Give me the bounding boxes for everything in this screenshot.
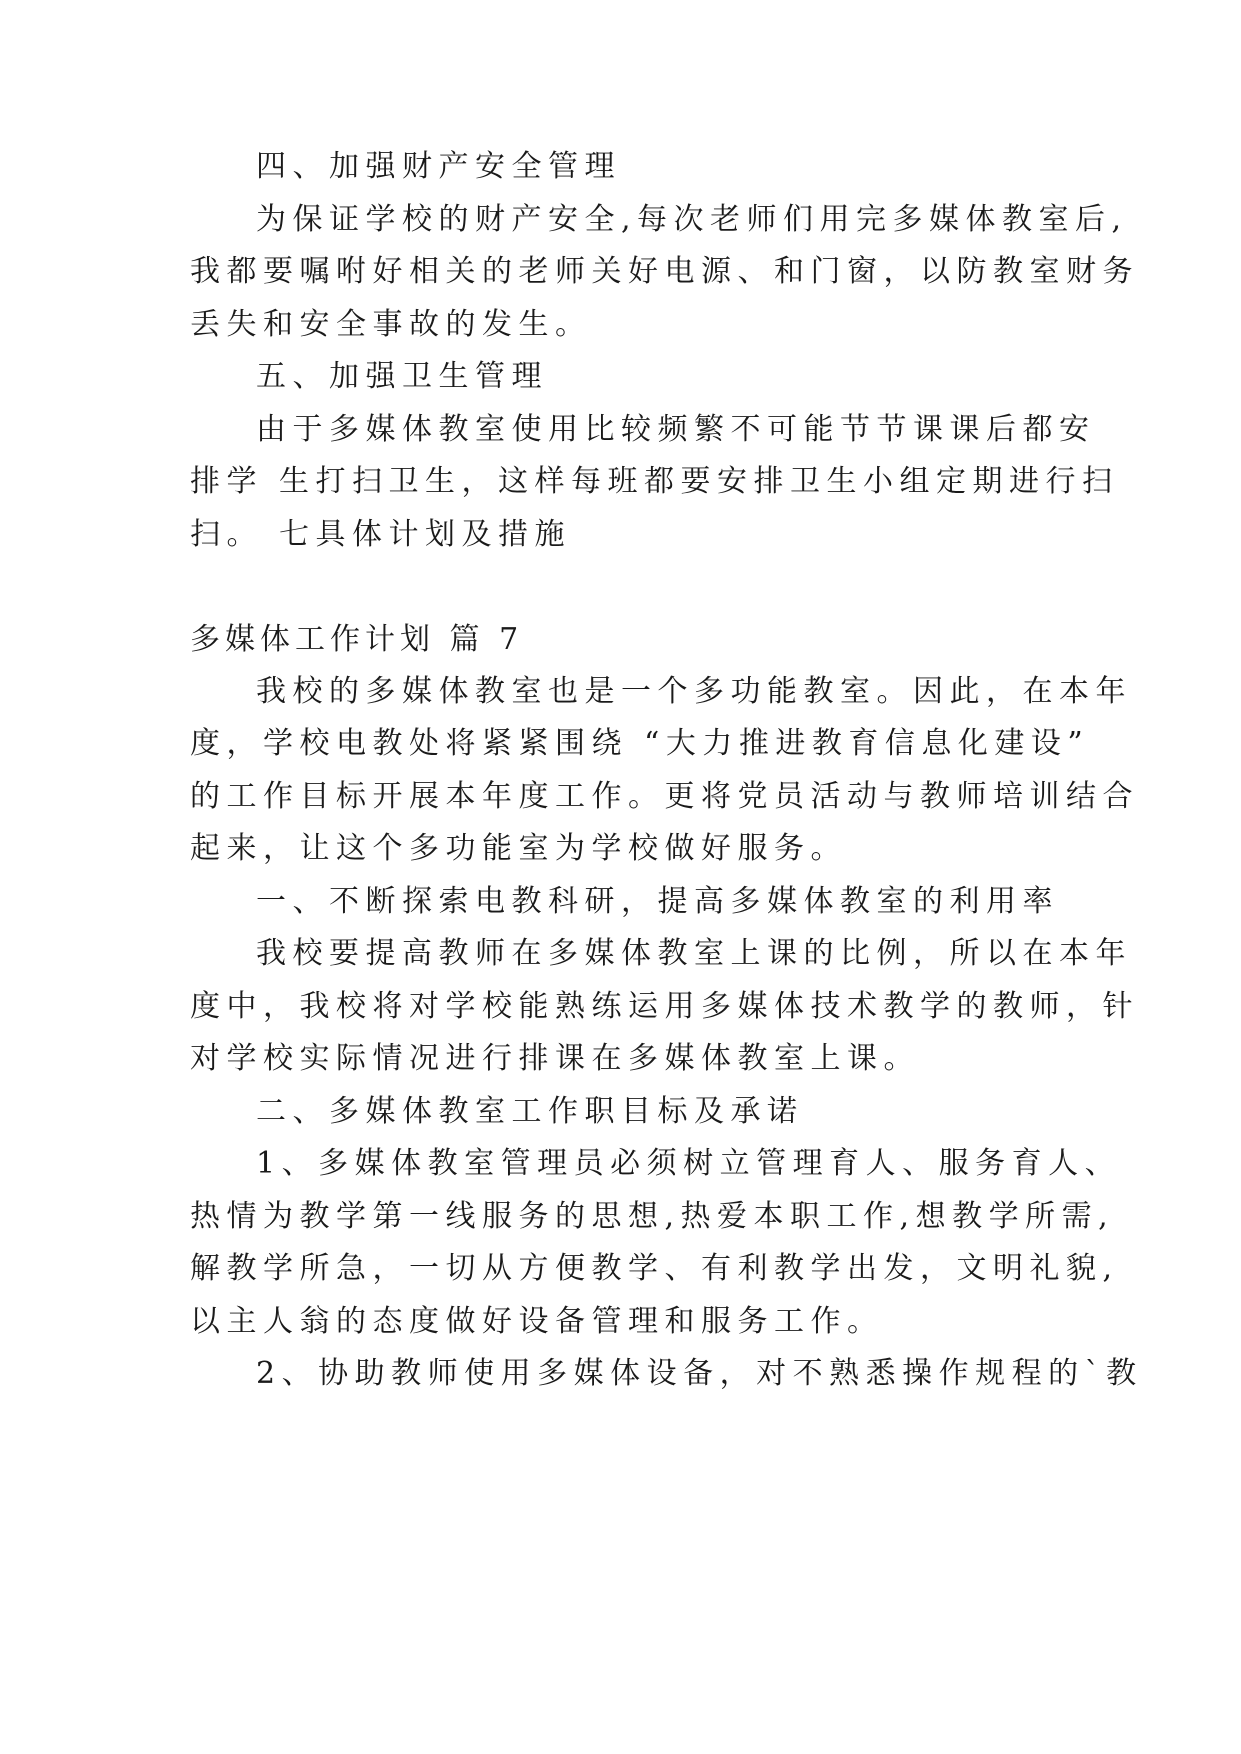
paragraph-line: 扫。 七具体计划及措施	[190, 517, 572, 552]
list-item-line: 以主人翁的态度做好设备管理和服务工作。	[190, 1304, 884, 1339]
paragraph-line: 度中，我校将对学校能熟练运用多媒体技术教学的教师，针	[190, 989, 1139, 1024]
paragraph-line: 我校要提高教师在多媒体教室上课的比例，所以在本年	[256, 936, 1132, 971]
list-item-line: 热情为教学第一线服务的思想,热爱本职工作,想教学所需,	[190, 1199, 1115, 1234]
paragraph-line: 起来，让这个多功能室为学校做好服务。	[190, 831, 847, 866]
paragraph-line: 的工作目标开展本年度工作。更将党员活动与教师培训结合	[190, 779, 1139, 814]
paragraph-line: 为保证学校的财产安全,每次老师们用完多媒体教室后,	[256, 202, 1128, 237]
heading-research: 一、不断探索电教科研，提高多媒体教室的利用率	[256, 884, 1059, 919]
heading-hygiene: 五、加强卫生管理	[256, 359, 548, 394]
section-title: 多媒体工作计划 篇 7	[190, 622, 524, 657]
list-item-line: 解教学所急，一切从方便教学、有利教学出发，文明礼貌,	[190, 1251, 1119, 1286]
list-item-line: 2、协助教师使用多媒体设备，对不熟悉操作规程的`教	[256, 1356, 1143, 1391]
heading-property-safety: 四、加强财产安全管理	[256, 149, 621, 184]
paragraph-line: 排学 生打扫卫生，这样每班都要安排卫生小组定期进行扫	[190, 464, 1119, 499]
heading-goals: 二、多媒体教室工作职目标及承诺	[256, 1094, 804, 1129]
paragraph-line: 对学校实际情况进行排课在多媒体教室上课。	[190, 1041, 920, 1076]
paragraph-line: 丢失和安全事故的发生。	[190, 307, 592, 342]
paragraph-line: 由于多媒体教室使用比较频繁不可能节节课课后都安	[256, 412, 1096, 447]
list-item-line: 1、多媒体教室管理员必须树立管理育人、服务育人、	[256, 1146, 1122, 1181]
paragraph-line: 我校的多媒体教室也是一个多功能教室。因此，在本年	[256, 674, 1132, 709]
paragraph-line: 我都要嘱咐好相关的老师关好电源、和门窗，以防教室财务	[190, 254, 1139, 289]
paragraph-line: 度，学校电教处将紧紧围绕 “大力推进教育信息化建设”	[190, 726, 1090, 761]
